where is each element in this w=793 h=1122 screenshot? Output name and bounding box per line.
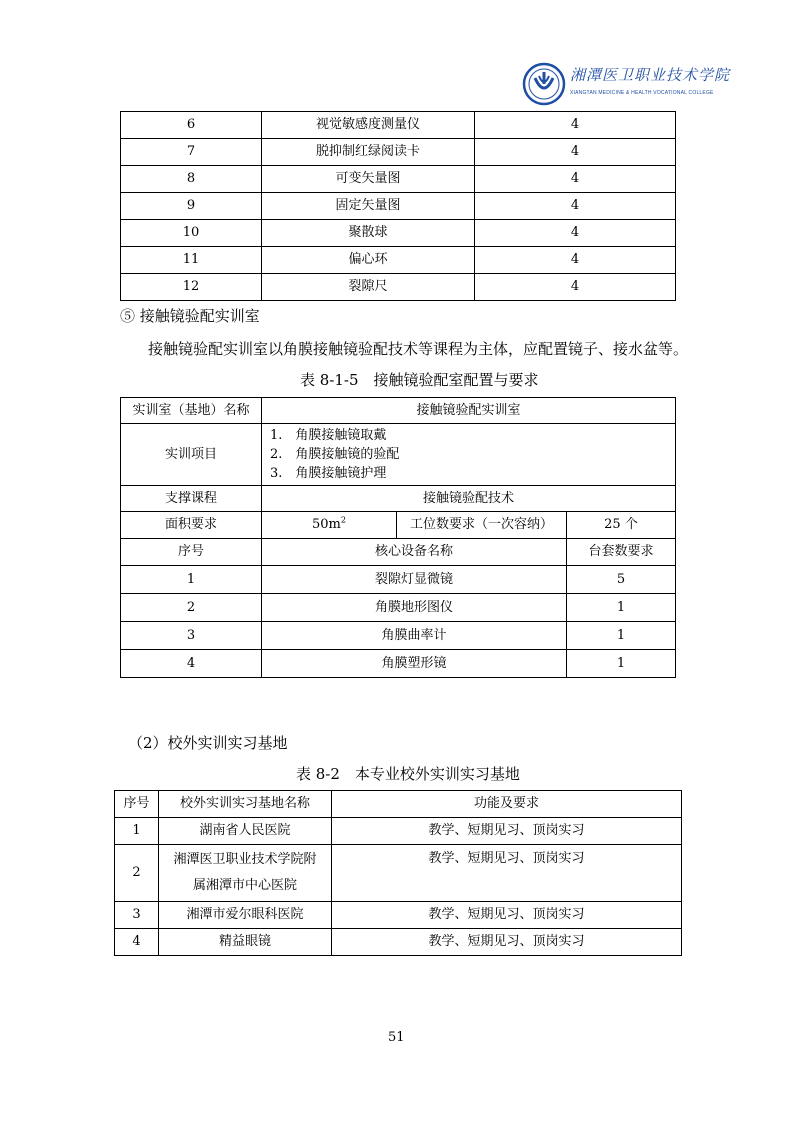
base-name-line: 湘潭医卫职业技术学院附 bbox=[173, 852, 317, 867]
equipment-table-continued bbox=[120, 111, 676, 301]
column-header-function: 功能及要求 bbox=[332, 791, 682, 818]
table-row bbox=[115, 929, 682, 956]
table-row bbox=[121, 566, 676, 594]
base-name-line: 属湘潭市中心医院 bbox=[192, 878, 297, 893]
project-list-cell bbox=[262, 424, 676, 486]
equipment-quantity: 4 bbox=[475, 247, 676, 274]
equipment-name: 脱抑制红绿阅读卡 bbox=[262, 139, 475, 166]
project-label: 实训项目 bbox=[121, 424, 262, 486]
table-header-row bbox=[115, 791, 682, 818]
equipment-name: 角膜塑形镜 bbox=[262, 650, 567, 678]
area-label: 面积要求 bbox=[121, 512, 262, 539]
room-label: 实训室（基地）名称 bbox=[121, 398, 262, 424]
equipment-quantity: 4 bbox=[475, 220, 676, 247]
equipment-quantity: 4 bbox=[475, 193, 676, 220]
base-name bbox=[159, 845, 332, 902]
row-number: 1 bbox=[121, 566, 262, 594]
row-number: 4 bbox=[121, 650, 262, 678]
equipment-quantity: 4 bbox=[475, 112, 676, 139]
equipment-name: 聚散球 bbox=[262, 220, 475, 247]
table-row bbox=[121, 220, 676, 247]
base-function: 教学、短期见习、顶岗实习 bbox=[332, 818, 682, 845]
table-row bbox=[121, 274, 676, 301]
equipment-name: 角膜地形图仪 bbox=[262, 594, 567, 622]
station-value: 25 个 bbox=[567, 512, 676, 539]
list-item: 1. 角膜接触镜取戴 bbox=[270, 428, 387, 443]
table-caption: 表 8-2 本专业校外实训实习基地 bbox=[296, 765, 520, 783]
section-paragraph: 接触镜验配实训室以角膜接触镜验配技术等课程为主体，应配置镜子、接水盆等。 bbox=[148, 340, 689, 358]
logo-english-name: XIANGTAN MEDICINE & HEALTH VOCATIONAL COLLEGE bbox=[570, 90, 714, 96]
college-logo bbox=[522, 62, 731, 106]
table-row bbox=[121, 193, 676, 220]
equipment-quantity: 4 bbox=[475, 166, 676, 193]
table-row bbox=[121, 622, 676, 650]
equipment-quantity: 4 bbox=[475, 139, 676, 166]
equipment-name: 偏心环 bbox=[262, 247, 475, 274]
row-number: 3 bbox=[115, 902, 159, 929]
table-row bbox=[121, 486, 676, 512]
external-base-table bbox=[114, 790, 682, 956]
project-list bbox=[262, 426, 675, 483]
list-item: 2. 角膜接触镜的验配 bbox=[270, 447, 400, 462]
row-number: 11 bbox=[121, 247, 262, 274]
row-number: 4 bbox=[115, 929, 159, 956]
base-name: 湖南省人民医院 bbox=[159, 818, 332, 845]
equipment-name: 角膜曲率计 bbox=[262, 622, 567, 650]
base-function: 教学、短期见习、顶岗实习 bbox=[332, 845, 682, 902]
equipment-name: 固定矢量图 bbox=[262, 193, 475, 220]
course-value: 接触镜验配技术 bbox=[262, 486, 676, 512]
college-emblem-icon bbox=[522, 62, 566, 106]
logo-chinese-name: 湘潭医卫职业技术学院 bbox=[570, 66, 731, 84]
page-number: 51 bbox=[388, 1030, 405, 1045]
row-number: 3 bbox=[121, 622, 262, 650]
table-row bbox=[121, 512, 676, 539]
base-name: 精益眼镜 bbox=[159, 929, 332, 956]
row-number: 10 bbox=[121, 220, 262, 247]
station-label: 工位数要求（一次容纳） bbox=[397, 512, 567, 539]
row-number: 2 bbox=[115, 845, 159, 902]
table-row bbox=[121, 424, 676, 486]
table-row bbox=[121, 594, 676, 622]
list-item: 3. 角膜接触镜护理 bbox=[270, 466, 387, 481]
table-row bbox=[121, 398, 676, 424]
row-number: 7 bbox=[121, 139, 262, 166]
area-superscript: 2 bbox=[340, 515, 346, 525]
row-number: 2 bbox=[121, 594, 262, 622]
table-row bbox=[121, 247, 676, 274]
section-heading: （2）校外实训实习基地 bbox=[128, 734, 288, 752]
equipment-quantity: 1 bbox=[567, 594, 676, 622]
table-caption: 表 8-1-5 接触镜验配室配置与要求 bbox=[300, 371, 539, 389]
equipment-quantity: 5 bbox=[567, 566, 676, 594]
column-header-number: 序号 bbox=[121, 539, 262, 566]
table-row bbox=[115, 845, 682, 902]
table-row bbox=[121, 650, 676, 678]
row-number: 12 bbox=[121, 274, 262, 301]
room-value: 接触镜验配实训室 bbox=[262, 398, 676, 424]
equipment-quantity: 1 bbox=[567, 622, 676, 650]
row-number: 9 bbox=[121, 193, 262, 220]
table-row bbox=[115, 818, 682, 845]
row-number: 6 bbox=[121, 112, 262, 139]
base-function: 教学、短期见习、顶岗实习 bbox=[332, 902, 682, 929]
table-header-row bbox=[121, 539, 676, 566]
equipment-quantity: 1 bbox=[567, 650, 676, 678]
equipment-name: 裂隙灯显微镜 bbox=[262, 566, 567, 594]
area-value bbox=[262, 512, 397, 539]
base-function: 教学、短期见习、顶岗实习 bbox=[332, 929, 682, 956]
table-row bbox=[121, 139, 676, 166]
area-number: 50m bbox=[312, 517, 341, 533]
course-label: 支撑课程 bbox=[121, 486, 262, 512]
contact-lens-room-table bbox=[120, 397, 676, 678]
equipment-name: 可变矢量图 bbox=[262, 166, 475, 193]
column-header-base-name: 校外实训实习基地名称 bbox=[159, 791, 332, 818]
row-number: 1 bbox=[115, 818, 159, 845]
equipment-name: 裂隙尺 bbox=[262, 274, 475, 301]
section-heading: ⑤ 接触镜验配实训室 bbox=[120, 307, 260, 325]
equipment-name: 视觉敏感度测量仪 bbox=[262, 112, 475, 139]
table-row bbox=[121, 166, 676, 193]
equipment-quantity: 4 bbox=[475, 274, 676, 301]
column-header-quantity: 台套数要求 bbox=[567, 539, 676, 566]
base-name: 湘潭市爱尔眼科医院 bbox=[159, 902, 332, 929]
column-header-number: 序号 bbox=[115, 791, 159, 818]
table-row bbox=[115, 902, 682, 929]
column-header-equipment: 核心设备名称 bbox=[262, 539, 567, 566]
table-row bbox=[121, 112, 676, 139]
row-number: 8 bbox=[121, 166, 262, 193]
